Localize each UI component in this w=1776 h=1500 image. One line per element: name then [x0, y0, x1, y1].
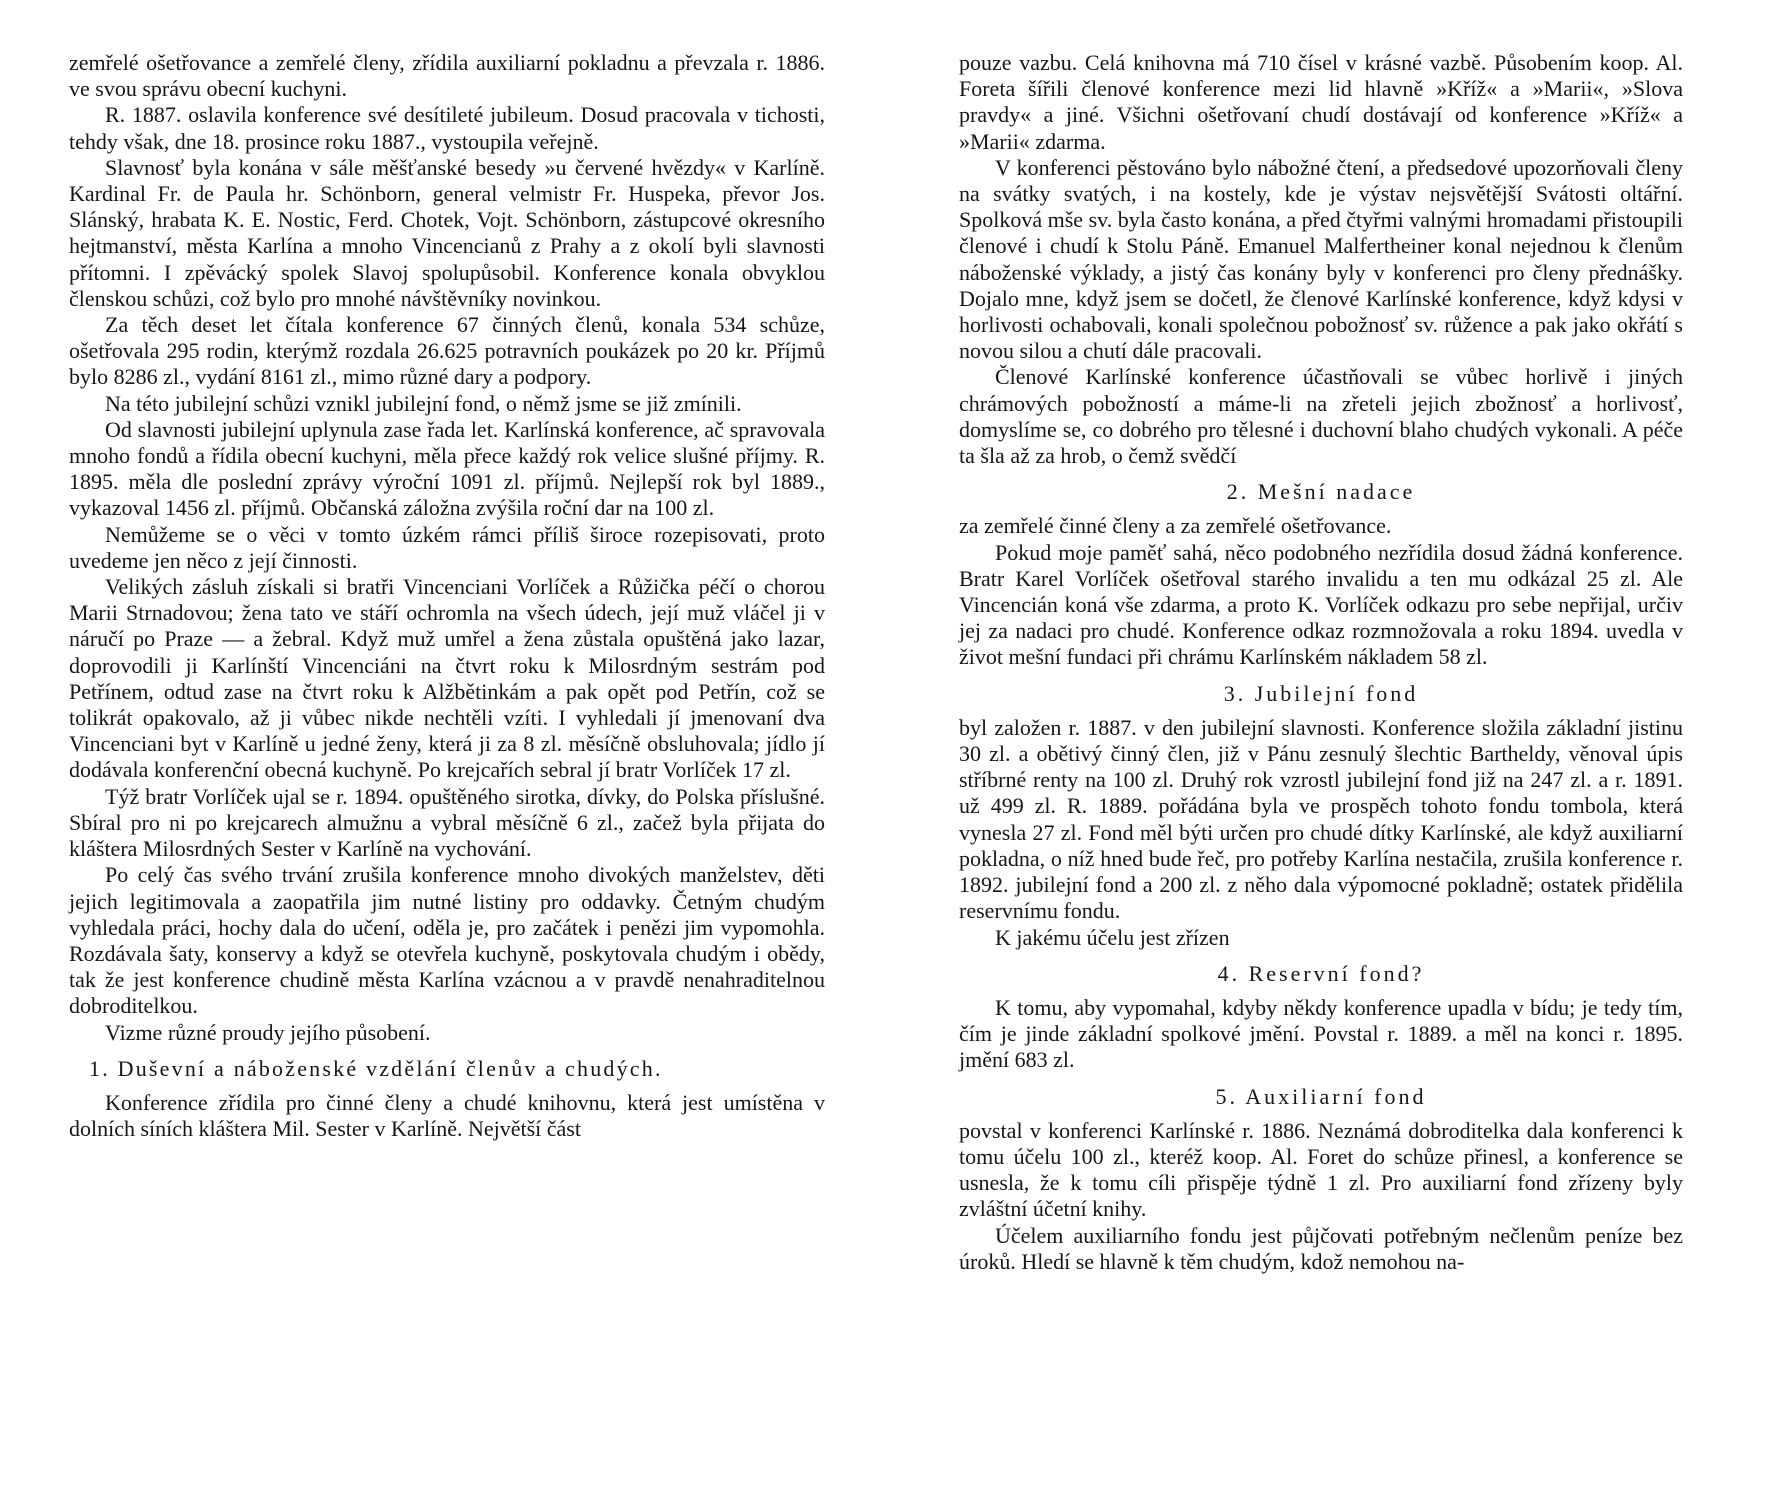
left-page [69, 50, 825, 1142]
paragraph: Členové Karlínské konference účastňovali se vůbec horlivě i jiných chrámových pobožností a máme-li na zřeteli jejich zbožnosť a horlivosť, domyslíme se, co dobrého pro tělesné i duchovní blaho chudých vykonali. A péče ta šla až za hrob, o čemž svědčí [959, 364, 1683, 469]
section-heading: 5. Auxiliarní fond [1215, 1083, 1427, 1109]
paragraph: Po celý čas svého trvání zrušila konference mnoho divokých manželstev, děti jejich legitimovala a zaopatřila jim nutné listiny pro oddavky. Četným chudým vyhledala práci, hochy dala do učení, oděla je, pro začátek i penězi jim vypomohla. Rozdávala šaty, konservy a když se otevřela kuchyně, poskytovala chudým i obědy, tak že jest konference chudině města Karlína vzácnou a v pravdě nenahraditelnou dobroditelkou. [69, 862, 825, 1019]
section-heading: 1. Duševní a náboženské vzdělání členův a chudých. [89, 1055, 663, 1081]
paragraph: Za těch deset let čítala konference 67 činných členů, konala 534 schůze, ošetřovala 295 rodin, kterýmž rozdala 26.625 potravních poukázek po 20 kr. Příjmů bylo 8286 zl., vydání 8161 zl., mimo různé dary a podpory. [69, 312, 825, 390]
paragraph: Slavnosť byla konána v sále měšťanské besedy »u červené hvězdy« v Karlíně. Kardinal Fr. de Paula hr. Schönborn, general velmistr Fr. Huspeka, převor Jos. Slánský, hrabata K. E. Nostic, Ferd. Chotek, Vojt. Schönborn, zástupcové okresního hejtmanství, města Karlína a mnoho Vincencianů z Prahy a z okolí byli slavnosti přítomni. I zpěvácký spolek Slavoj spolupůsobil. Konference konala obvyklou členskou schůzi, což bylo pro mnohé návštěvníky novinkou. [69, 154, 825, 311]
paragraph: pouze vazbu. Celá knihovna má 710 čísel v krásné vazbě. Působením koop. Al. Foreta šířili členové konference mezi lid hlavně »Kříž« a »Marii«, »Slova pravdy« a jiné. Všichni ošetřovaní chudí dostávají od konference »Kříž« a »Marii« zdarma. [959, 50, 1683, 154]
paragraph: povstal v konferenci Karlínské r. 1886. Neznámá dobroditelka dala konferenci k tomu účelu 100 zl., kteréž koop. Al. Foret do schůze přinesl, a konference se usnesla, že k tomu cíli přispěje týdně 1 zl. Pro auxiliarní fond zřízeny byly zvláštní účetní knihy. [959, 1117, 1683, 1222]
paragraph: za zemřelé činné členy a za zemřelé ošetřovance. [959, 513, 1392, 539]
section-heading: 3. Jubilejní fond [1223, 680, 1419, 706]
section-heading: 4. Reservní fond? [1217, 960, 1425, 986]
paragraph: K jakému účelu jest zřízen [995, 924, 1230, 950]
paragraph: V konferenci pěstováno bylo nábožné čtení, a předsedové upozorňovali členy na svátky svatých, i na kostely, kde je výstav nejsvětější Svátosti oltářní. Spolková mše sv. byla často konána, a před čtyřmi valnými hromadami přistoupili členové i chudí k Stolu Páně. Emanuel Malfertheiner konal nejednou k členům náboženské výklady, a jistý čas konány byly v konferenci pro členy přednášky. Dojalo mne, když jsem se dočetl, že členové Karlínské konference, když kdysi v horlivosti ochabovali, konali společnou pobožnosť sv. růžence a pak jako okřátí s novou silou a chutí dále pracovali. [959, 154, 1683, 364]
paragraph: Účelem auxiliarního fondu jest půjčovati potřebným nečlenům peníze bez úroků. Hledí se hlavně k těm chudým, kdož nemohou na- [959, 1222, 1683, 1274]
paragraph: Pokud moje paměť sahá, něco podobného nezřídila dosud žádná konference. Bratr Karel Vorlíček ošetřoval starého invalidu a ten mu odkázal 25 zl. Ale Vincencián koná vše zdarma, a proto K. Vorlíček odkazu pro sebe nepřijal, určiv jej za nadaci pro chudé. Konference odkaz rozmnožovala a roku 1894. uvedla v život mešní fundaci při chrámu Karlínském nákladem 58 zl. [959, 539, 1683, 670]
paragraph: K tomu, aby vypomahal, kdyby někdy konference upadla v bídu; je tedy tím, čím je jinde základní spolkové jmění. Povstal r. 1889. a měl na konci r. 1895. jmění 683 zl. [959, 994, 1683, 1073]
right-page [959, 50, 1683, 1275]
paragraph: Nemůžeme se o věci v tomto úzkém rámci příliš široce rozepisovati, proto uvedeme jen něco z její činnosti. [69, 521, 825, 573]
paragraph: Na této jubilejní schůzi vznikl jubilejní fond, o němž jsme se již zmínili. [105, 390, 742, 416]
paragraph: Týž bratr Vorlíček ujal se r. 1894. opuštěného sirotka, dívky, do Polska příslušné. Sbíral pro ni po krejcarech almužnu a vybral měsíčně 6 zl., začež byla přijata do kláštera Milosrdných Sester v Karlíně na vychování. [69, 783, 825, 862]
paragraph: zemřelé ošetřovance a zemřelé členy, zřídila auxiliarní pokladnu a převzala r. 1886. ve svou správu obecní kuchyni. [69, 50, 825, 102]
paragraph: Vizme různé proudy jejího působení. [105, 1019, 431, 1045]
paragraph: R. 1887. oslavila konference své desítileté jubileum. Dosud pracovala v tichosti, tehdy však, dne 18. prosince roku 1887., vystoupila veřejně. [69, 102, 825, 154]
paragraph: Velikých zásluh získali si bratři Vincenciani Vorlíček a Růžička péčí o chorou Marii Strnadovou; žena tato ve stáří ochromla na všech údech, její muž vláčel ji v náručí po Praze — a žebral. Když muž umřel a žena zůstala opuštěná jako lazar, doprovodili ji Karlínští Vincenciáni na čtvrt roku k Milosrdným sestrám pod Petřínem, odtud zase na čtvrt roku k Alžbětinkám a pak opět pod Petřín, což se tolikrát opakovalo, až ji vůbec nikde nechtěli vzíti. I vyhledali jí jmenovaní dva Vincenciani byt v Karlíně u jedné ženy, která ji za 8 zl. měsíčně obsluhovala; jídlo jí dodávala konferenční obecná kuchyně. Po krejcařích sebral jí bratr Vorlíček 17 zl. [69, 574, 825, 783]
paragraph: Od slavnosti jubilejní uplynula zase řada let. Karlínská konference, ač spravovala mnoho fondů a řídila obecní kuchyni, měla přece každý rok velice slušné příjmy. R. 1895. měla dle poslední zprávy výroční 1091 zl. příjmů. Nejlepší rok byl 1889., vykazoval 1456 zl. příjmů. Občanská záložna zvýšila roční dar na 100 zl. [69, 416, 825, 521]
paragraph: byl založen r. 1887. v den jubilejní slavnosti. Konference složila základní jistinu 30 zl. a obětivý činný člen, již v Pánu zesnulý šlechtic Bartheldy, věnoval úpis stříbrné renty na 100 zl. Druhý rok vzrostl jubilejní fond již na 247 zl. a r. 1891. už 499 zl. R. 1889. pořádána byla ve prospěch tohoto fondu tombola, která vynesla 27 zl. Fond měl býti určen pro chudé dítky Karlínské, ale když auxiliarní pokladna, o níž hned bude řeč, pro potřeby Karlína nestačila, zrušila konference r. 1892. jubilejní fond a 200 zl. z něho dala výpomocné pokladně; ostatek přidělila reservnímu fondu. [959, 714, 1683, 924]
paragraph: Konference zřídila pro činné členy a chudé knihovnu, která jest umístěna v dolních síních kláštera Mil. Sester v Karlíně. Největší část [69, 1089, 825, 1142]
section-heading: 2. Mešní nadace [1226, 479, 1416, 505]
